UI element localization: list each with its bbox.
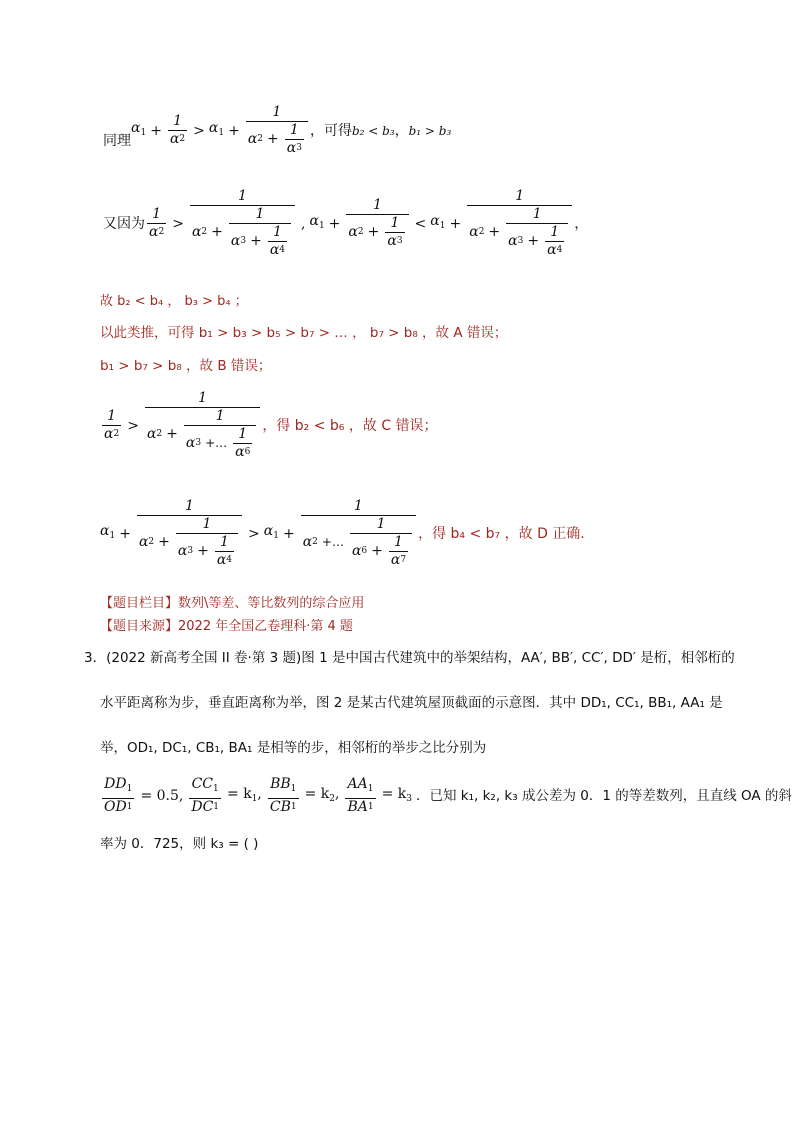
tongli-expression: $\alpha_1$ + 1 α 2 > $\alpha_1$ + 1 α 2 + 1 α 3 <box>131 104 310 157</box>
d-tail: ，得 b₄ < b₇ ，故 D 正确. <box>418 525 585 542</box>
problem3-line4 <box>100 774 792 816</box>
problem3-line3: 举，OD₁, DC₁, CB₁, BA₁ 是相等的步，相邻桁的举步之比分别为 <box>100 740 487 756</box>
youyinwei-expression: 1 α 2 > 1 α 2 + 1 α 3 + 1 α 4 , $\alpha_1$ + 1 α 2 + 1 α 3 < $\alpha_1$ + 1 α 2 + 1 α 3 + 1 α 4 <box>145 188 574 259</box>
youyinwei-tail: ， <box>574 215 589 232</box>
tongli-tail: ，可得 <box>309 122 352 139</box>
d-expression: $\alpha_1$ + 1 α 2 + 1 α 3 + 1 α 4 > $\alpha_1$ + 1 α 2 +… 1 α 6 + 1 α 7 <box>100 498 418 569</box>
c-expression: 1 α 2 > 1 α 2 + 1 α 3 +… 1 α 6 <box>100 390 262 461</box>
leitui-line: 以此类推，可得 b₁ > b₃ > b₅ > b₇ > … ， b₇ > b₈ ，故 A 错误； <box>100 325 508 341</box>
tag-laiyuan: 【题目来源】2022 年全国乙卷理科·第 4 题 <box>100 619 353 634</box>
c-line <box>100 390 438 461</box>
tongli-label: 同理 <box>103 132 131 149</box>
tongli-sep: ， <box>394 122 409 139</box>
b-line: b₁ > b₇ > b₈ ，故 B 错误； <box>100 358 272 374</box>
tongli-ineq-1: b₂ < b₃ <box>351 123 395 138</box>
youyinwei-line <box>103 188 588 259</box>
tag-lanmu: 【题目栏目】数列\等差、等比数列的综合应用 <box>100 596 365 611</box>
tongli-ineq-2: b₁ > b₃ <box>408 123 452 138</box>
tongli-line <box>103 104 451 157</box>
gu-line: 故 b₂ < b₄ ， b₃ > b₄ ； <box>100 294 248 309</box>
problem3-line2: 水平距离称为步，垂直距离称为举，图 2 是某古代建筑屋顶截面的示意图．其中 DD₁, CC₁, BB₁, AA₁ 是 <box>100 695 723 711</box>
problem3-line1: 3．(2022 新高考全国 II 卷·第 3 题)图 1 是中国古代建筑中的举架结构，AA′, BB′, CC′, DD′ 是桁，相邻桁的 <box>84 650 735 666</box>
problem3-line4-tail: ．已知 k₁, k₂, k₃ 成公差为 0．1 的等差数列，且直线 OA 的斜 <box>416 788 792 804</box>
c-tail: ，得 b₂ < b₆ ，故 C 错误； <box>262 417 438 434</box>
problem3-line5: 率为 0．725，则 k₃ = ( ) <box>100 836 259 852</box>
youyinwei-label: 又因为 <box>103 215 145 232</box>
d-line <box>100 498 585 569</box>
ratio-expression: $DD_1$ OD 1 = 0.5, $CC_1$ DC 1 = $k_1$, $BB_1$ CB 1 = $k_2$, $AA_1$ BA 1 = $k_3$ <box>104 776 413 815</box>
